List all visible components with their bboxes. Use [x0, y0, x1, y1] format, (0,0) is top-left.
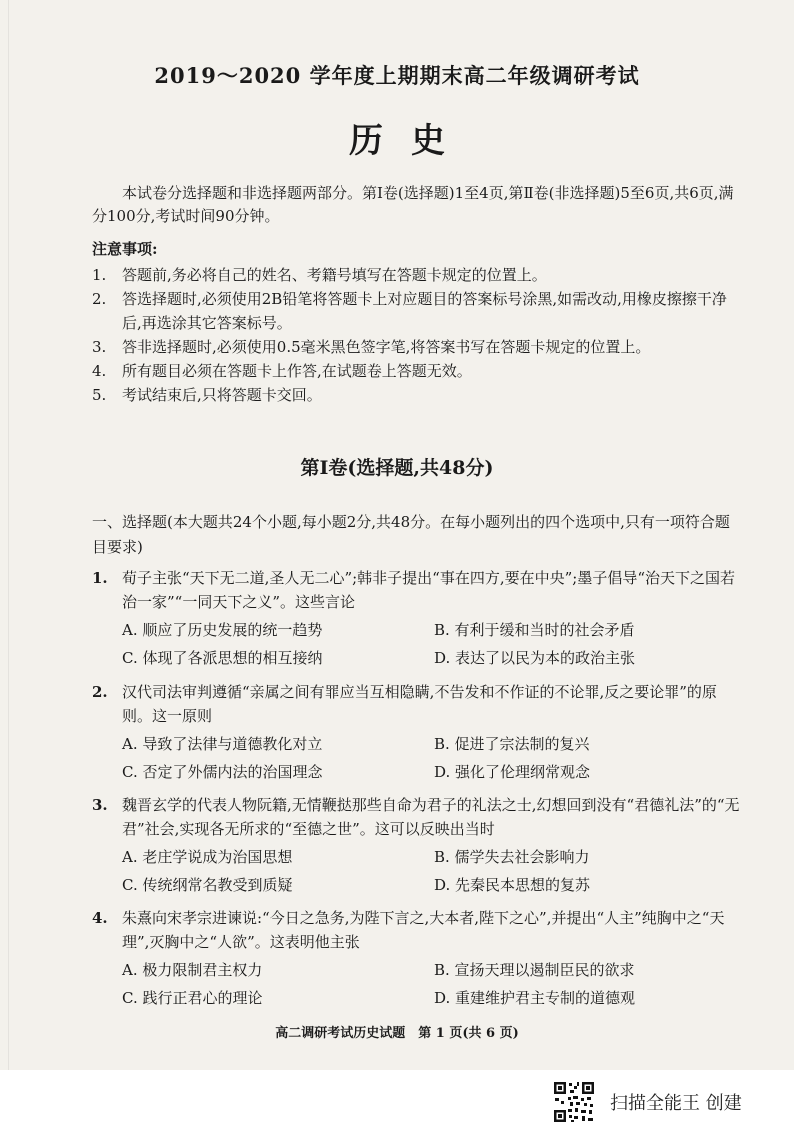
option-b: B. 促进了宗法制的复兴 — [434, 735, 590, 753]
question-stem — [92, 906, 742, 954]
notice-item-text: 考试结束后,只将答题卡交回。 — [122, 386, 322, 404]
question-1 — [92, 566, 742, 672]
option-c: C. 体现了各派思想的相互接纳 — [122, 649, 323, 667]
option-b: B. 有利于缓和当时的社会矛盾 — [434, 621, 635, 639]
option-list — [122, 730, 742, 786]
section-title: 第Ⅰ卷(选择题,共48分) — [300, 457, 494, 479]
question-number: 2. — [92, 683, 108, 701]
question-text: 汉代司法审判遵循“亲属之间有罪应当互相隐瞒,不告发和不作证的不论罪,反之要论罪”的原则。这一原则 — [122, 683, 717, 725]
question-text: 魏晋玄学的代表人物阮籍,无情鞭挞那些自命为君子的礼法之士,幻想回到没有“君德礼法”的“无君”社会,实现各无所求的“至德之世”。这可以反映出当时 — [122, 796, 740, 838]
question-number: 3. — [92, 796, 108, 814]
notice-list — [92, 263, 742, 407]
notice-item-number: 4. — [92, 362, 107, 380]
notice-item-text: 所有题目必须在答题卡上作答,在试题卷上答题无效。 — [122, 362, 472, 380]
option-d: D. 表达了以民为本的政治主张 — [434, 649, 636, 667]
notice-item — [92, 383, 742, 407]
question-stem — [92, 680, 742, 728]
notice-item — [92, 287, 742, 335]
intro-paragraph: 本试卷分选择题和非选择题两部分。第Ⅰ卷(选择题)1至4页,第Ⅱ卷(非选择题)5至6页,共6页,满分100分,考试时间90分钟。 — [92, 184, 734, 225]
option-b: B. 儒学失去社会影响力 — [434, 848, 590, 866]
notice-heading: 注意事项: — [92, 240, 158, 258]
question-stem — [92, 793, 742, 841]
page-footer: 高二调研考试历史试题 第 1 页(共 6 页) — [275, 1026, 519, 1041]
question-2 — [92, 680, 742, 786]
notice-item-text: 答非选择题时,必须使用0.5毫米黑色签字笔,将答案书写在答题卡规定的位置上。 — [122, 338, 651, 356]
notice-item-number: 1. — [92, 266, 107, 284]
option-d: D. 重建维护君主专制的道德观 — [434, 989, 636, 1007]
notice-item-text: 答题前,务必将自己的姓名、考籍号填写在答题卡规定的位置上。 — [122, 266, 547, 284]
scanner-watermark — [552, 1080, 742, 1124]
option-c: C. 否定了外儒内法的治国理念 — [122, 763, 323, 781]
option-c: C. 传统纲常名教受到质疑 — [122, 876, 293, 894]
option-list — [122, 956, 742, 1012]
qr-code-icon — [552, 1080, 596, 1124]
option-b: B. 宣扬天理以遏制臣民的欲求 — [434, 961, 635, 979]
question-number: 4. — [92, 909, 108, 927]
notice-item — [92, 359, 742, 383]
option-d: D. 先秦民本思想的复苏 — [434, 876, 591, 894]
option-d: D. 强化了伦理纲常观念 — [434, 763, 591, 781]
question-3 — [92, 793, 742, 899]
option-list — [122, 616, 742, 672]
notice-item-number: 2. — [92, 290, 107, 308]
notice-item-number: 3. — [92, 338, 107, 356]
notice-item-text: 答选择题时,必须使用2B铅笔将答题卡上对应题目的答案标号涂黑,如需改动,用橡皮擦擦干净后,再选涂其它答案标号。 — [122, 290, 727, 332]
scanner-label: 扫描全能王 创建 — [610, 1093, 742, 1114]
question-stem — [92, 566, 742, 614]
part-heading: 一、选择题(本大题共24个小题,每小题2分,共48分。在每小题列出的四个选项中,只有一项符合题目要求) — [92, 513, 730, 556]
option-a: A. 导致了法律与道德教化对立 — [122, 735, 323, 753]
question-text: 荀子主张“天下无二道,圣人无二心”;韩非子提出“事在四方,要在中央”;墨子倡导“治天下之国若治一家”“一同天下之义”。这些言论 — [122, 569, 735, 611]
notice-item — [92, 263, 742, 287]
option-c: C. 践行正君心的理论 — [122, 989, 263, 1007]
question-number: 1. — [92, 569, 108, 587]
notice-item-number: 5. — [92, 386, 107, 404]
option-list — [122, 843, 742, 899]
notice-item — [92, 335, 742, 359]
question-text: 朱熹向宋孝宗进谏说:“今日之急务,为陛下言之,大本者,陛下之心”,并提出“人主”纯胸中之“天理”,灭胸中之“人欲”。这表明他主张 — [122, 909, 725, 951]
subject-title: 历史 — [349, 121, 473, 161]
exam-title: 2019～2020 学年度上期期末高二年级调研考试 — [154, 63, 640, 88]
option-a: A. 老庄学说成为治国思想 — [122, 848, 293, 866]
option-a: A. 极力限制君主权力 — [122, 961, 263, 979]
option-a: A. 顺应了历史发展的统一趋势 — [122, 621, 323, 639]
question-4 — [92, 906, 742, 1012]
